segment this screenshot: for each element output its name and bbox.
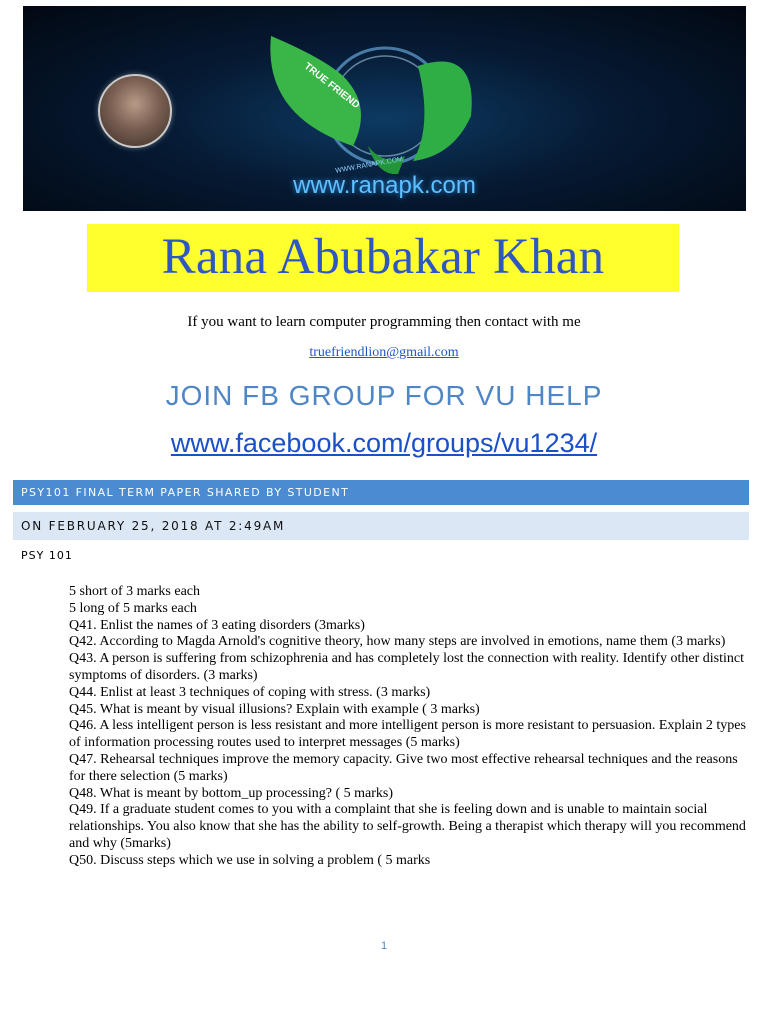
- join-heading: JOIN FB GROUP FOR VU HELP: [165, 380, 603, 411]
- intro-text: If you want to learn computer programming then contact with me: [187, 314, 581, 330]
- name-highlight: [87, 224, 679, 292]
- list-item: 5 long of 5 marks each: [69, 600, 197, 616]
- email-link[interactable]: truefriendlion@gmail.com: [309, 345, 459, 360]
- list-item: 5 short of 3 marks each: [69, 584, 201, 599]
- list-item: Q46. A less intelligent person is less resistant and more intelligent person is more resistant to persuasion. Explain 2 types of information processing routes used to interpret messages (5 marks): [69, 718, 746, 751]
- list-item: Q48. What is meant by bottom_up processing? ( 5 marks): [69, 785, 394, 801]
- post-title: PSY101 FINAL TERM PAPER SHARED BY STUDENT: [13, 480, 749, 505]
- list-item: Q43. A person is suffering from schizophrenia and has completely lost the connection with reality. Identify other distinct symptoms of disorders. (3 marks): [69, 651, 744, 683]
- list-item: Q49. If a graduate student comes to you with a complaint that she is feeling down and is unable to maintain social relationships. You also know that she has the ability to self-growth. Being a therapist which therapy will you recommend and why (5marks): [69, 802, 746, 851]
- post-date: ON FEBRUARY 25, 2018 AT 2:49AM: [13, 512, 749, 540]
- list-item: Q41. Enlist the names of 3 eating disorders (3marks): [69, 617, 365, 633]
- page-number: 1: [380, 940, 388, 952]
- list-item: Q50. Discuss steps which we use in solving a problem ( 5 marks: [69, 852, 431, 868]
- list-item: Q42. According to Magda Arnold's cognitive theory, how many steps are involved in emotions, name them (3 marks): [69, 634, 726, 650]
- list-item: Q45. What is meant by visual illusions? Explain with example ( 3 marks): [69, 701, 480, 717]
- header-banner: [23, 6, 746, 211]
- author-name: Rana Abubakar Khan: [161, 229, 605, 285]
- logo-subtext: WWW.RANAPK.COM: [334, 156, 404, 175]
- course-label: PSY 101: [21, 549, 73, 562]
- logo-text: TRUE FRIEND: [301, 61, 362, 112]
- list-item: Q47. Rehearsal techniques improve the memory capacity. Give two most effective rehearsal techniques and the reasons for there selection (5 marks): [69, 751, 738, 784]
- list-item: Q44. Enlist at least 3 techniques of coping with stress. (3 marks): [69, 684, 431, 700]
- facebook-group-link[interactable]: www.facebook.com/groups/vu1234/: [170, 428, 598, 458]
- avatar: [98, 74, 172, 148]
- question-list: [69, 584, 749, 870]
- banner-url: www.ranapk.com: [293, 172, 476, 199]
